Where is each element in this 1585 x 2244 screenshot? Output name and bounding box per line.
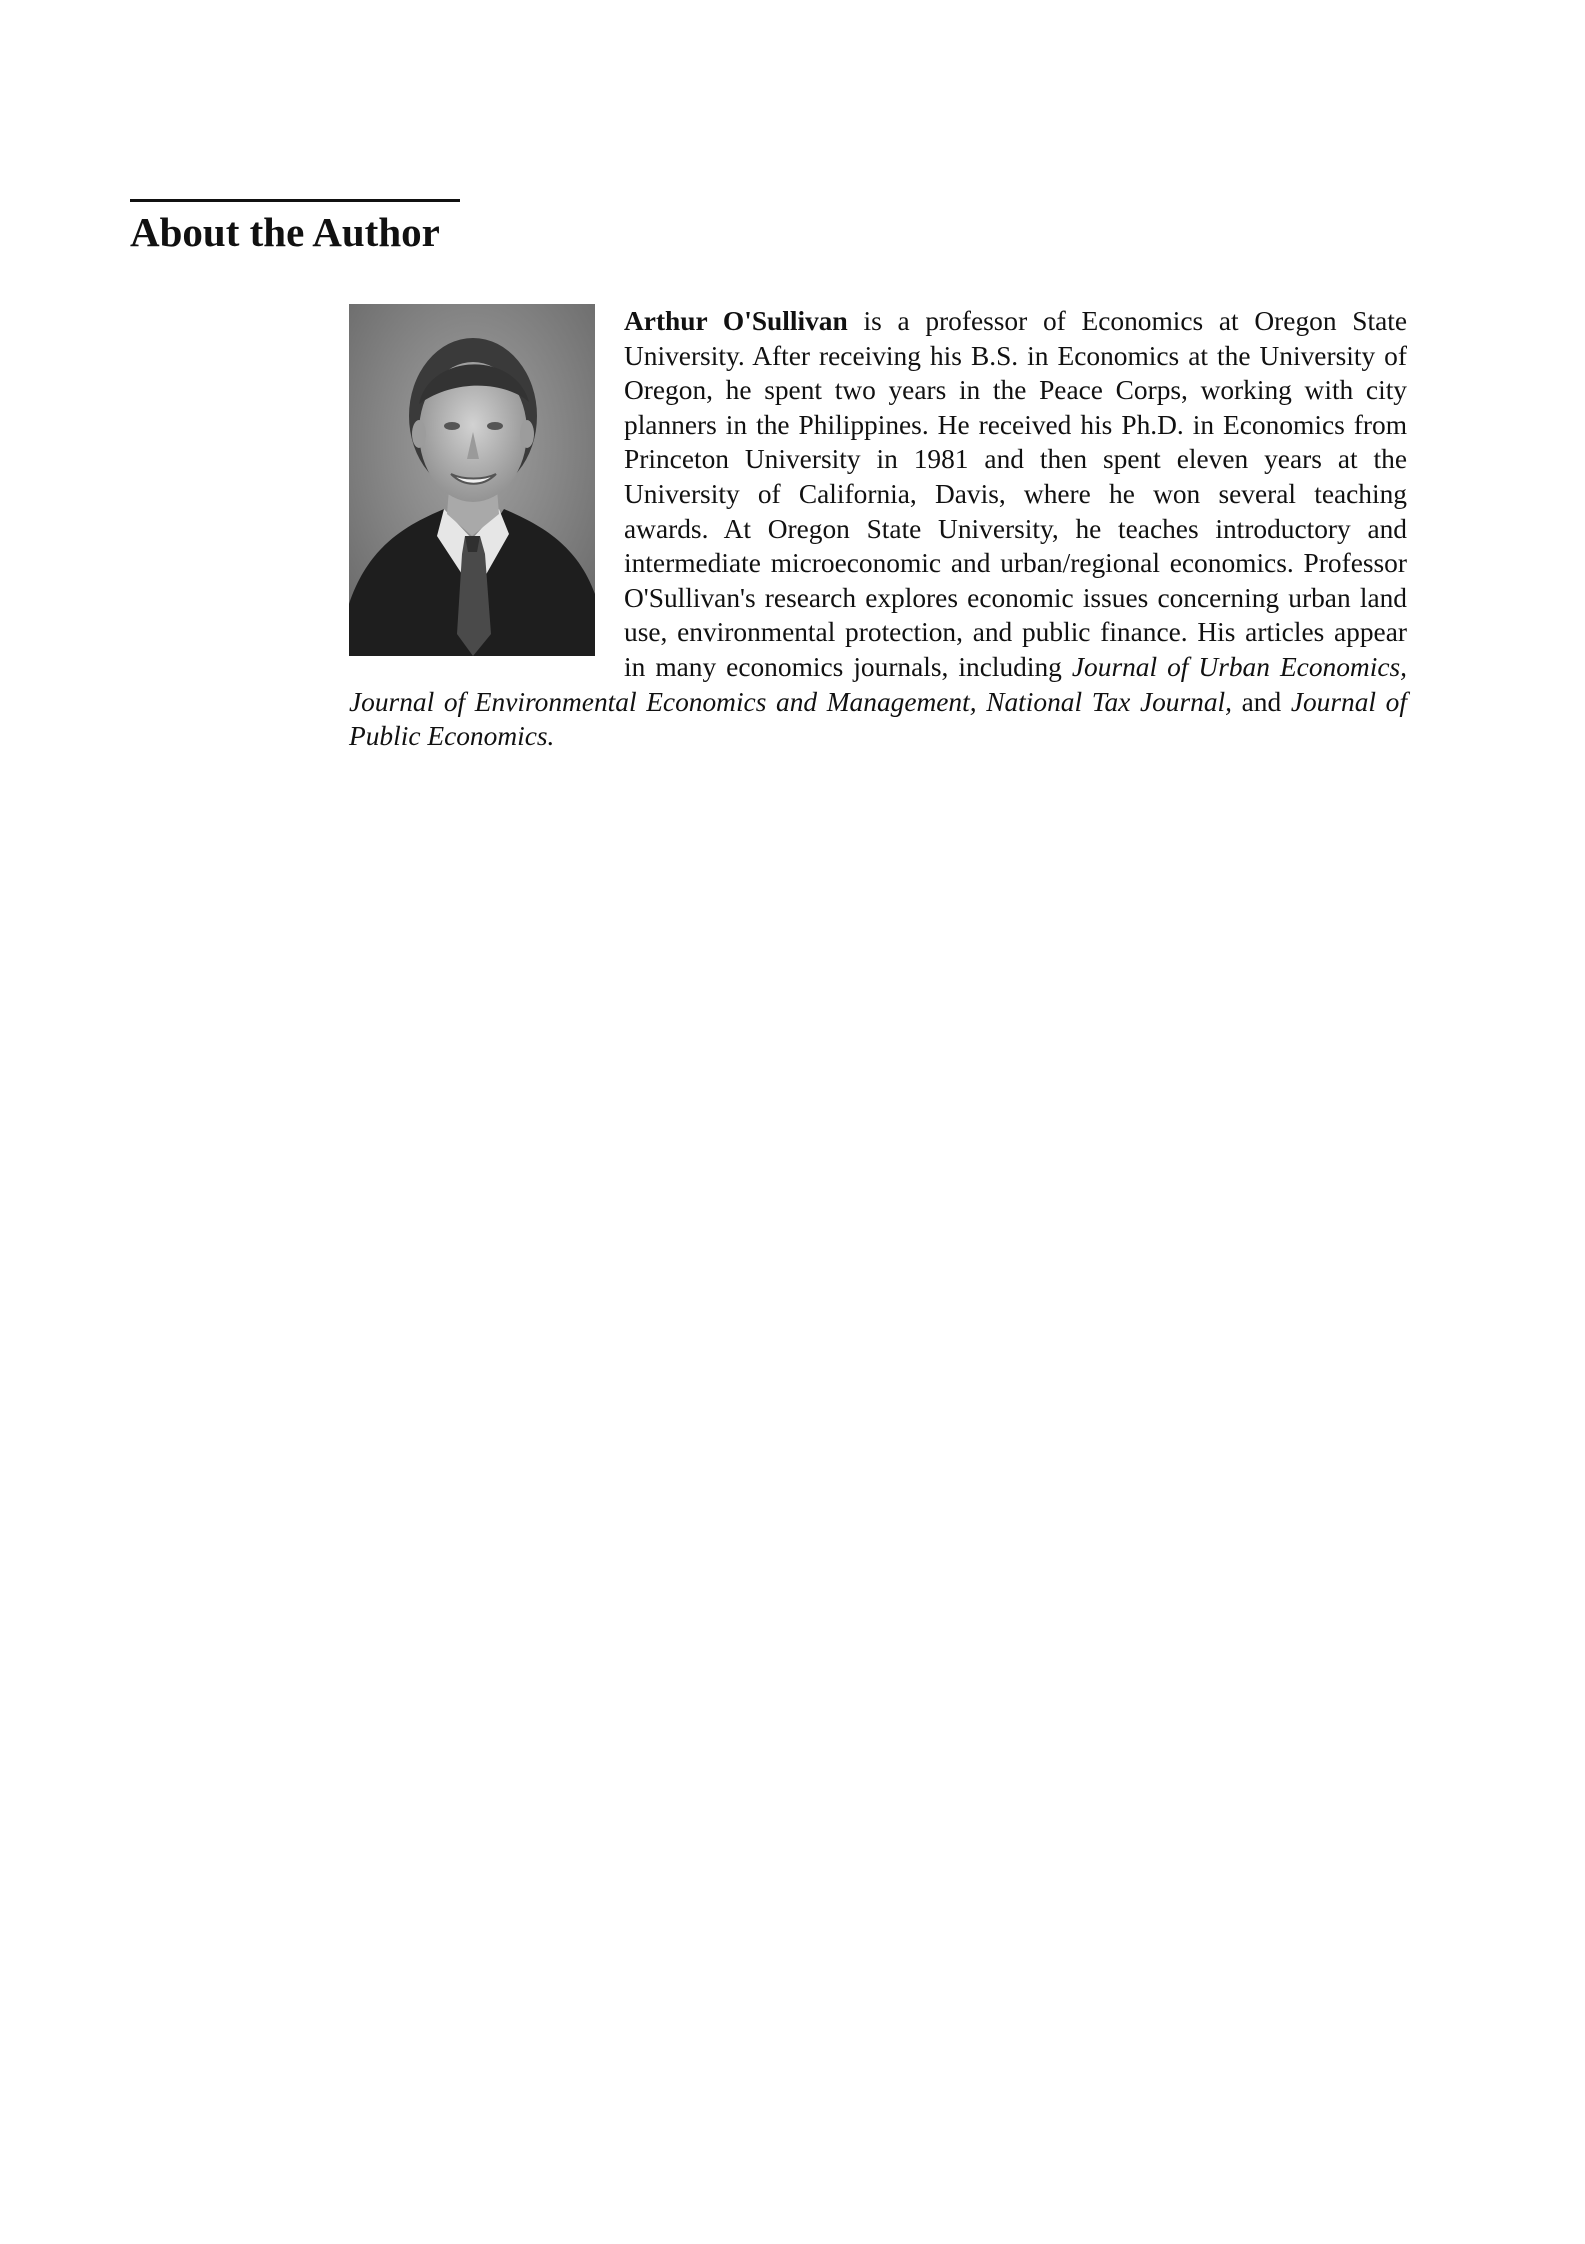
author-photo <box>349 304 595 656</box>
journal-last: Journal of Public Economics. <box>349 686 1407 752</box>
section-rule <box>130 199 460 202</box>
bio-text-and: and <box>1232 686 1291 717</box>
author-portrait-icon <box>349 304 595 656</box>
author-name: Arthur O'Sullivan <box>624 306 848 336</box>
bio-text: is a professor of Economics at Oregon State University. After receiving his B.S. in Economics at the University of Oregon, he spent two years in the Peace Corps, working with city planners in the Philippines. He received his Ph.D. in Economics from Princeton University in 1981 and then spent eleven years at the University of California, Davis, where he won several teaching awards. At Oregon State University, he teaches introductory and intermediate microeconomic and urban/regional economics. Professor O'Sullivan's research explores economic issues concerning urban land use, environmental protection, and public finance. His articles appear in many economics journals, including <box>624 306 1408 682</box>
author-bio <box>349 304 1407 754</box>
journal-list: Journal of Urban Economics, Journal of Environmental Economics and Management, National Tax Journal, <box>349 651 1407 717</box>
section-title: About the Author <box>130 209 440 255</box>
